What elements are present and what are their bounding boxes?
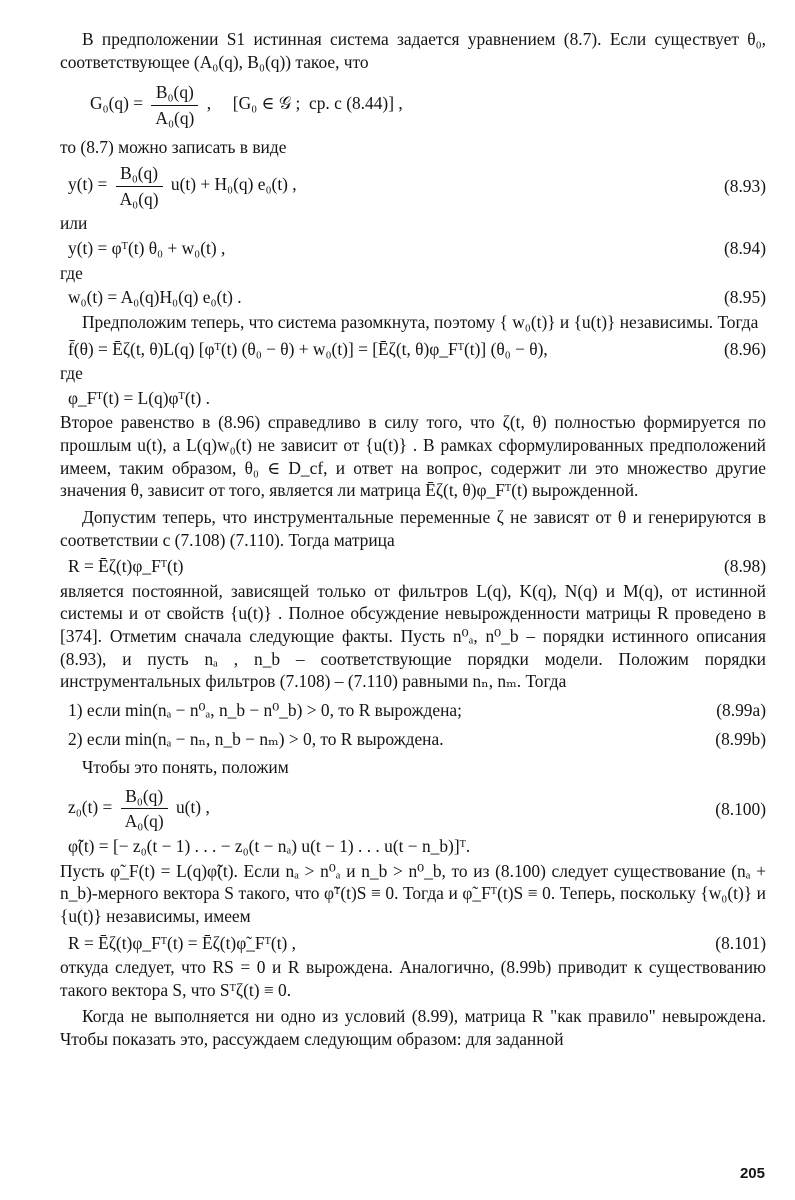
condition-8-99b (60, 728, 766, 751)
eq93-fraction (116, 162, 163, 210)
paragraph-10: Когда не выполняется ни одно из условий (8.99), матрица R "как правило" невырождена. Чтобы показать это, рассуждаем следующим образом: для заданной (60, 1006, 766, 1049)
cond2-label: (8.99b) (715, 728, 766, 749)
eq-g0-fraction (151, 81, 198, 129)
paragraph-2: то (8.7) можно записать в виде (60, 136, 287, 157)
equation-phi-f (60, 387, 766, 410)
equation-8-98 (60, 555, 766, 578)
eq95-expr: w₀(t) = A₀(q)H₀(q) e₀(t) . (68, 287, 242, 308)
equation-8-101 (60, 932, 766, 955)
page-body (60, 28, 766, 1055)
equation-phi-tilde (60, 835, 766, 858)
equation-g0 (60, 81, 766, 129)
eq-g0-denominator: A₀(q) (155, 107, 195, 128)
condition-8-99a (60, 699, 766, 722)
eq93-lhs: y(t) = (68, 174, 108, 195)
eq100-label: (8.100) (715, 798, 766, 819)
paragraph-4: Второе равенство в (8.96) справедливо в силу того, что ζ(t, θ) полностью формируется по прошлым u(t), а L(q)w₀(t) не зависит от {u(t)} . В рамках сформулированных предположений имеем, таким образом, θ₀ ∈ D_cf, и ответ на вопрос, содержит ли это множество другие значения θ, зависит от того, является ли матрица Ēζ(t, θ)φ_Fᵀ(t) вырожденной. (60, 412, 766, 501)
eq94-label: (8.94) (723, 238, 766, 258)
equation-8-96 (60, 338, 766, 361)
eq100-fraction (121, 785, 168, 833)
eq94-expr: y(t) = φᵀ(t) θ₀ + w₀(t) , (68, 238, 226, 258)
eq101-expr: R = Ēζ(t)φ_Fᵀ(t) = Ēζ(t)φ̃_Fᵀ(t) , (68, 932, 297, 953)
eq-g0-rest: , [G₀ ∈ 𝒢 ; ср. с (8.44)] , (206, 93, 403, 114)
eq-g0-lhs: G₀(q) = (90, 93, 144, 114)
eq-g0-numerator: B₀(q) (151, 81, 198, 106)
eq96-label: (8.96) (723, 338, 766, 359)
equation-8-94 (60, 237, 766, 260)
eq100-lhs: z₀(t) = (68, 796, 113, 817)
paragraph-5: Допустим теперь, что инструментальные переменные ζ не зависят от θ и генерируются в соответствии с (7.108) (7.110). Тогда матрица (60, 506, 766, 550)
equation-8-93 (60, 162, 766, 210)
eq100b-expr: φ̃(t) = [− z₀(t − 1) . . . − z₀(t − nₐ) u(t − 1) . . . u(t − n_b)]ᵀ. (68, 836, 471, 856)
eq95-label: (8.95) (723, 287, 766, 308)
cond1-label: (8.99a) (716, 699, 766, 720)
paragraph-3: Предположим теперь, что система разомкнута, поэтому { w₀(t)} и {u(t)} независимы. Тогда (82, 311, 759, 332)
word-ili: или (60, 213, 88, 234)
eq93-label: (8.93) (723, 175, 766, 196)
eq100-denominator: A₀(q) (124, 811, 164, 832)
word-gde-1: где (60, 262, 83, 283)
eq93-rest: u(t) + H₀(q) e₀(t) , (170, 174, 297, 195)
eq100-numerator: B₀(q) (121, 785, 168, 810)
equation-8-100 (60, 785, 766, 833)
cond1-expr: 1) если min(nₐ − n⁰ₐ, n_b − n⁰_b) > 0, то R вырождена; (68, 699, 462, 720)
eq100-rest: u(t) , (175, 796, 210, 817)
eq93-denominator: A₀(q) (119, 188, 159, 209)
eq101-label: (8.101) (715, 932, 766, 953)
eq93-numerator: B₀(q) (116, 162, 163, 187)
eq97-expr: φ_Fᵀ(t) = L(q)φᵀ(t) . (68, 387, 210, 408)
eq96-expr: f̄(θ) = Ēζ(t, θ)L(q) [φᵀ(t) (θ₀ − θ) + w₀(t)] = [Ēζ(t, θ)φ_Fᵀ(t)] (θ₀ − θ), (68, 338, 548, 359)
paragraph-6: является постоянной, зависящей только от фильтров L(q), K(q), N(q) и M(q), от истинной системы и от свойств {u(t)} . Полное обсуждение невырожденности матрицы R проведено в [374]. Отметим сначала следующие факты. Пусть n⁰ₐ, n⁰_b – порядки истинного описания (8.93), и пусть nₐ , n_b – соответствующие порядки модели. Положим порядки инструментальных фильтров (7.108) – (7.110) равными nₙ, nₘ. Тогда (60, 580, 766, 692)
paragraph-1: В предположении S1 истинная система задается уравнением (8.7). Если существует θ₀, соответствующее (A₀(q), B₀(q)) такое, что (60, 29, 766, 72)
equation-8-95 (60, 286, 766, 309)
eq98-expr: R = Ēζ(t)φ_Fᵀ(t) (68, 556, 184, 577)
page-number: 205 (739, 1165, 765, 1182)
word-gde-2: где (60, 363, 83, 384)
paragraph-8: Пусть φ̃_F(t) = L(q)φ̃(t). Если nₐ > n⁰ₐ и n_b > n⁰_b, то из (8.100) следует существование (nₐ + n_b)-мерного вектора S такого, что φ̃ᵀ(t)S ≡ 0. Тогда и φ̃_Fᵀ(t)S ≡ 0. Теперь, поскольку {w₀(t)} и {u(t)} независимы, имеем (60, 860, 766, 926)
eq98-label: (8.98) (723, 556, 766, 577)
paragraph-9: откуда следует, что RS = 0 и R вырождена. Аналогично, (8.99b) приводит к существованию такого вектора S, что Sᵀζ(t) ≡ 0. (60, 957, 766, 1000)
paragraph-7: Чтобы это понять, положим (82, 757, 289, 778)
cond2-expr: 2) если min(nₐ − nₙ, n_b − nₘ) > 0, то R вырождена. (68, 728, 444, 749)
